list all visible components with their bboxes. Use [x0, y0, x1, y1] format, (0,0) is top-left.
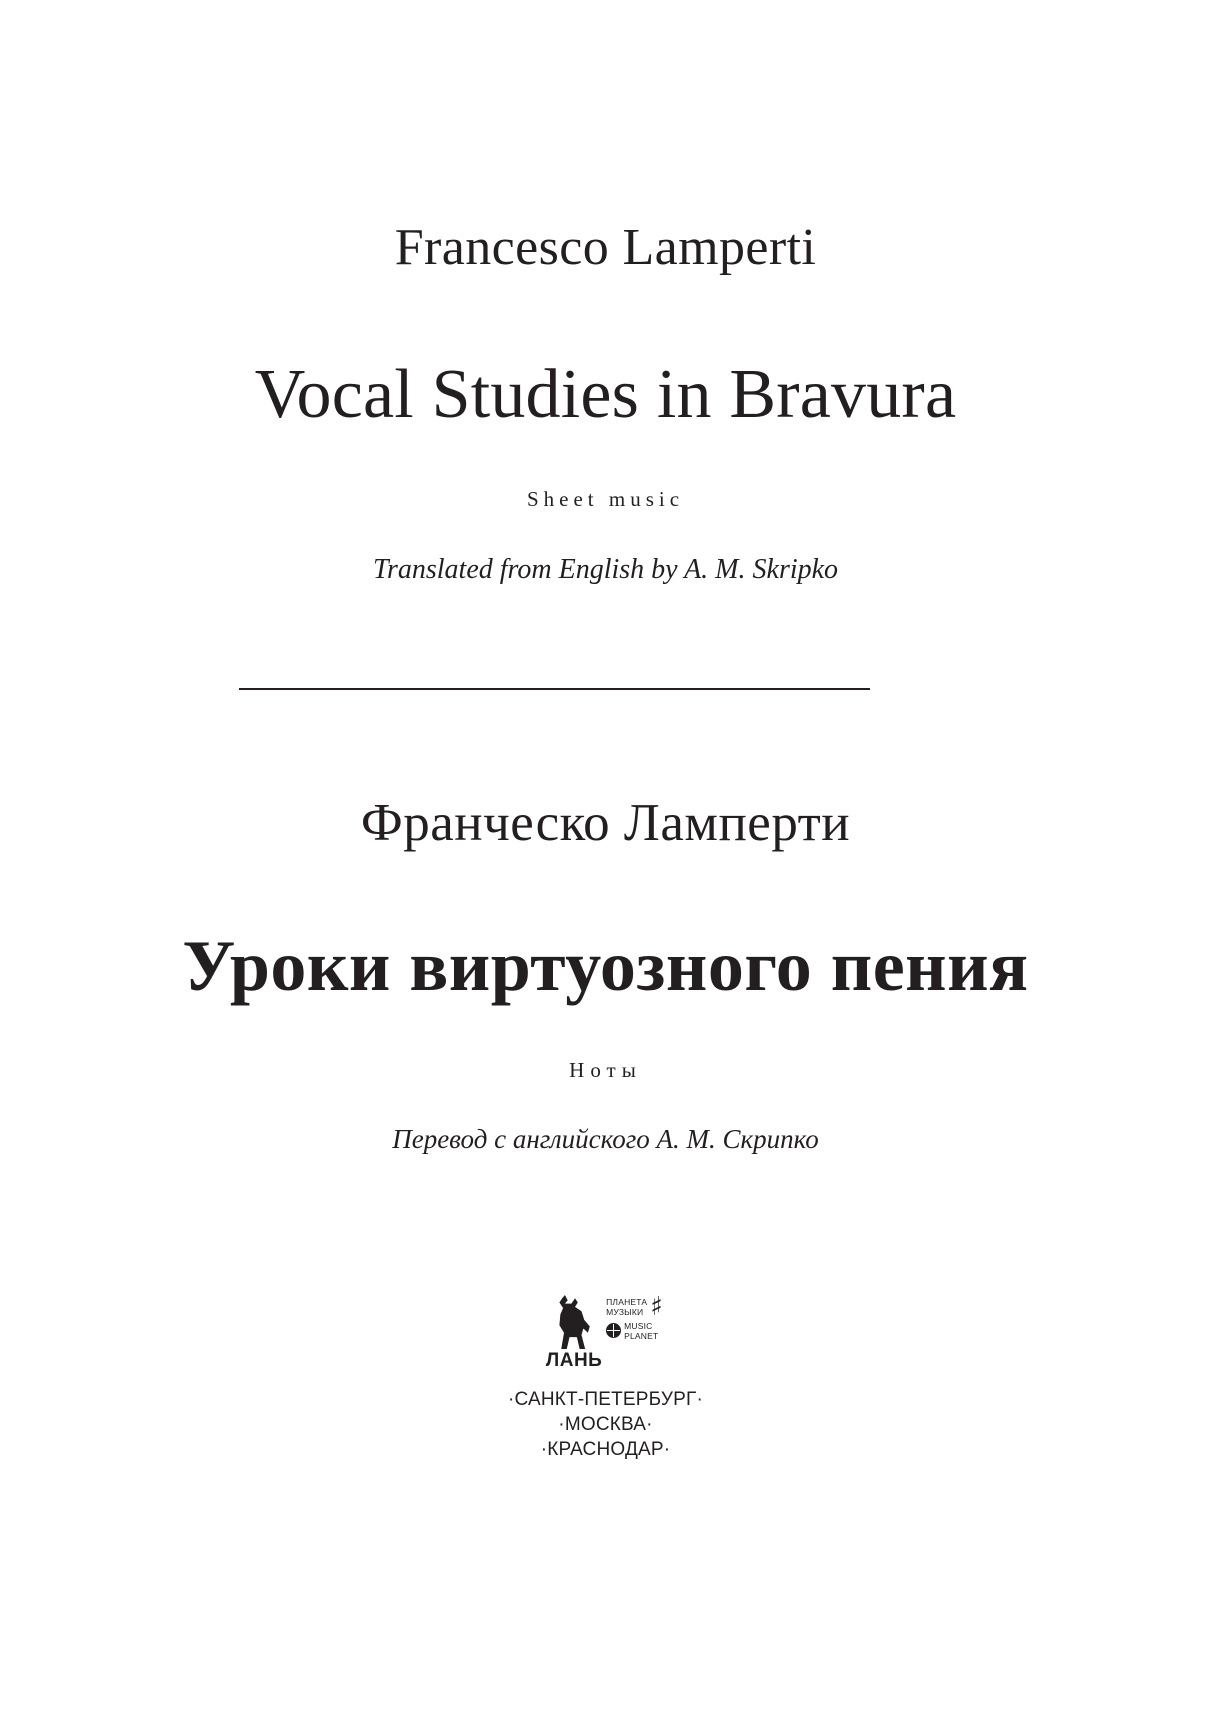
publication-kind-russian: Ноты — [569, 1058, 642, 1082]
music-planet-line-2: PLANET — [624, 1330, 659, 1341]
publisher-city-2: ·МОСКВА· — [558, 1414, 653, 1436]
publisher-logos — [545, 1292, 663, 1377]
planeta-muzyki-mark — [606, 1292, 663, 1322]
planeta-muzyki-wordmark — [606, 1297, 647, 1317]
lan-publisher-logo — [545, 1295, 603, 1371]
author-name-russian: Франческо Ламперти — [360, 794, 851, 852]
publisher-city-3: ·КРАСНОДАР· — [540, 1439, 671, 1461]
section-divider — [239, 688, 870, 690]
translator-credit-russian: Перевод с английского А. М. Скрипко — [392, 1124, 819, 1154]
music-note-icon: ♯ — [650, 1292, 663, 1322]
book-title-russian: Уроки виртуозного пения — [182, 926, 1029, 1006]
translator-credit-english: Translated from English by A. M. Skripko — [372, 554, 839, 585]
lan-wordmark: ЛАНЬ — [545, 1350, 603, 1371]
deer-icon — [551, 1295, 597, 1349]
book-title-english: Vocal Studies in Bravura — [254, 356, 957, 433]
publisher-imprint — [0, 1292, 1211, 1462]
music-planet-wordmark — [624, 1321, 658, 1341]
publisher-cities — [508, 1387, 703, 1462]
planeta-line-2: МУЗЫКИ — [606, 1307, 644, 1318]
author-name-english: Francesco Lamperti — [394, 219, 817, 276]
publisher-city-1: ·САНКТ-ПЕТЕРБУРГ· — [507, 1389, 704, 1410]
music-planet-line-1: MUSIC — [624, 1320, 653, 1331]
planeta-muzyki-logo — [606, 1292, 663, 1341]
planeta-line-1: ПЛАНЕТА — [606, 1297, 648, 1307]
music-planet-mark — [606, 1321, 658, 1341]
publication-kind-english: Sheet music — [526, 487, 685, 511]
globe-icon — [606, 1323, 621, 1338]
